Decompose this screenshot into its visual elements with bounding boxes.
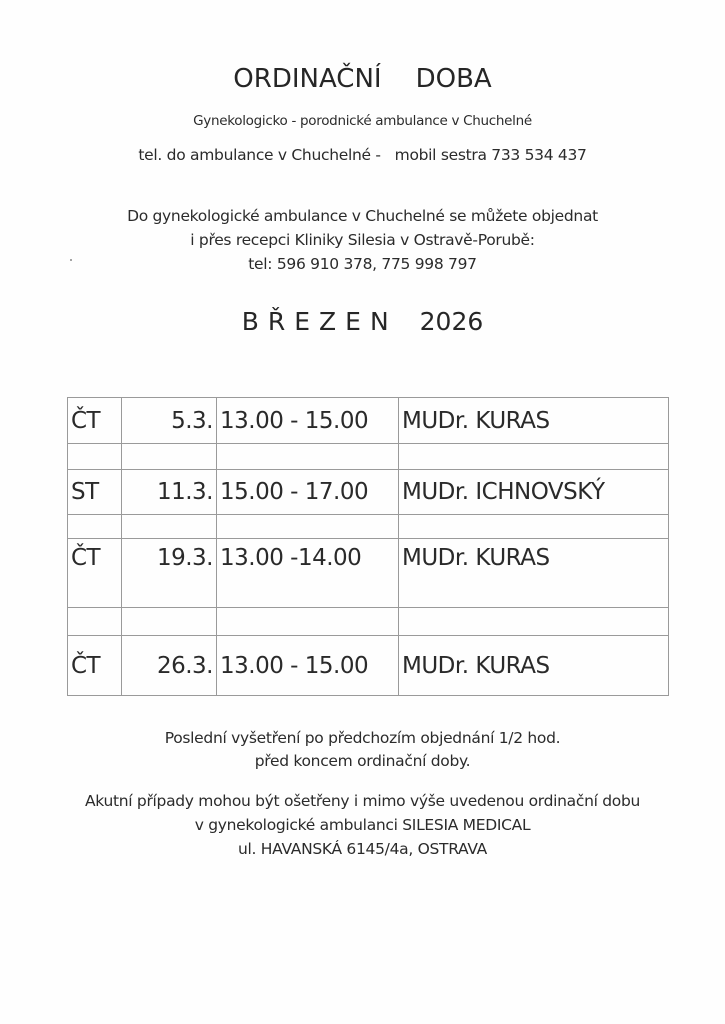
acute-cases-note-line-1: Akutní případy mohou být ošetřeny i mimo výše uvedenou ordinační dobu bbox=[84, 792, 641, 810]
day-cell: ČT bbox=[68, 398, 122, 444]
scan-speck bbox=[70, 259, 72, 261]
day-cell: ČT bbox=[68, 539, 122, 608]
year: 2026 bbox=[419, 307, 484, 336]
doctor-cell: MUDr. KURAS bbox=[399, 539, 669, 608]
spacer-row bbox=[68, 515, 669, 539]
empty-cell bbox=[217, 608, 399, 636]
empty-cell bbox=[217, 515, 399, 539]
page-title bbox=[0, 64, 725, 94]
date-cell: 26.3. bbox=[122, 636, 217, 696]
booking-info-line-1: Do gynekologické ambulance v Chuchelné se můžete objednat bbox=[127, 207, 598, 225]
empty-cell bbox=[122, 515, 217, 539]
table-row bbox=[68, 636, 669, 696]
title-word-1: ORDINAČNÍ bbox=[233, 64, 382, 94]
spacer-row bbox=[68, 608, 669, 636]
acute-cases-address: ul. HAVANSKÁ 6145/4a, OSTRAVA bbox=[238, 840, 487, 858]
empty-cell bbox=[399, 608, 669, 636]
empty-cell bbox=[399, 515, 669, 539]
clinic-subtitle: Gynekologicko - porodnické ambulance v Chuchelné bbox=[193, 113, 532, 129]
month-heading bbox=[0, 307, 725, 336]
clinic-phone-line bbox=[0, 146, 725, 164]
acute-cases-note-line-2: v gynekologické ambulanci SILESIA MEDICAL bbox=[194, 816, 531, 834]
doctor-cell: MUDr. KURAS bbox=[399, 636, 669, 696]
nurse-mobile: mobil sestra 733 534 437 bbox=[394, 146, 587, 164]
title-word-2: DOBA bbox=[415, 64, 492, 94]
doctor-cell: MUDr. ICHNOVSKÝ bbox=[399, 470, 669, 515]
empty-cell bbox=[68, 515, 122, 539]
date-cell: 19.3. bbox=[122, 539, 217, 608]
booking-info-line-2: i přes recepci Kliniky Silesia v Ostravě-Porubě: bbox=[190, 231, 535, 249]
schedule-table bbox=[67, 397, 669, 696]
last-exam-note-line-2: před koncem ordinační doby. bbox=[254, 752, 471, 770]
empty-cell bbox=[217, 444, 399, 470]
date-cell: 11.3. bbox=[122, 470, 217, 515]
time-cell: 13.00 - 15.00 bbox=[217, 398, 399, 444]
time-cell: 13.00 - 15.00 bbox=[217, 636, 399, 696]
spacer-row bbox=[68, 444, 669, 470]
time-cell: 15.00 - 17.00 bbox=[217, 470, 399, 515]
phone-label: tel. do ambulance v Chuchelné - bbox=[138, 146, 381, 164]
table-row bbox=[68, 470, 669, 515]
month-name: BŘEZEN bbox=[241, 307, 398, 336]
time-cell: 13.00 -14.00 bbox=[217, 539, 399, 608]
table-row bbox=[68, 539, 669, 608]
empty-cell bbox=[399, 444, 669, 470]
last-exam-note-line-1: Poslední vyšetření po předchozím objednání 1/2 hod. bbox=[164, 729, 561, 747]
day-cell: ČT bbox=[68, 636, 122, 696]
doctor-cell: MUDr. KURAS bbox=[399, 398, 669, 444]
table-row bbox=[68, 398, 669, 444]
empty-cell bbox=[122, 444, 217, 470]
empty-cell bbox=[68, 608, 122, 636]
empty-cell bbox=[122, 608, 217, 636]
booking-info-phones: tel: 596 910 378, 775 998 797 bbox=[248, 255, 477, 273]
day-cell: ST bbox=[68, 470, 122, 515]
empty-cell bbox=[68, 444, 122, 470]
date-cell: 5.3. bbox=[122, 398, 217, 444]
